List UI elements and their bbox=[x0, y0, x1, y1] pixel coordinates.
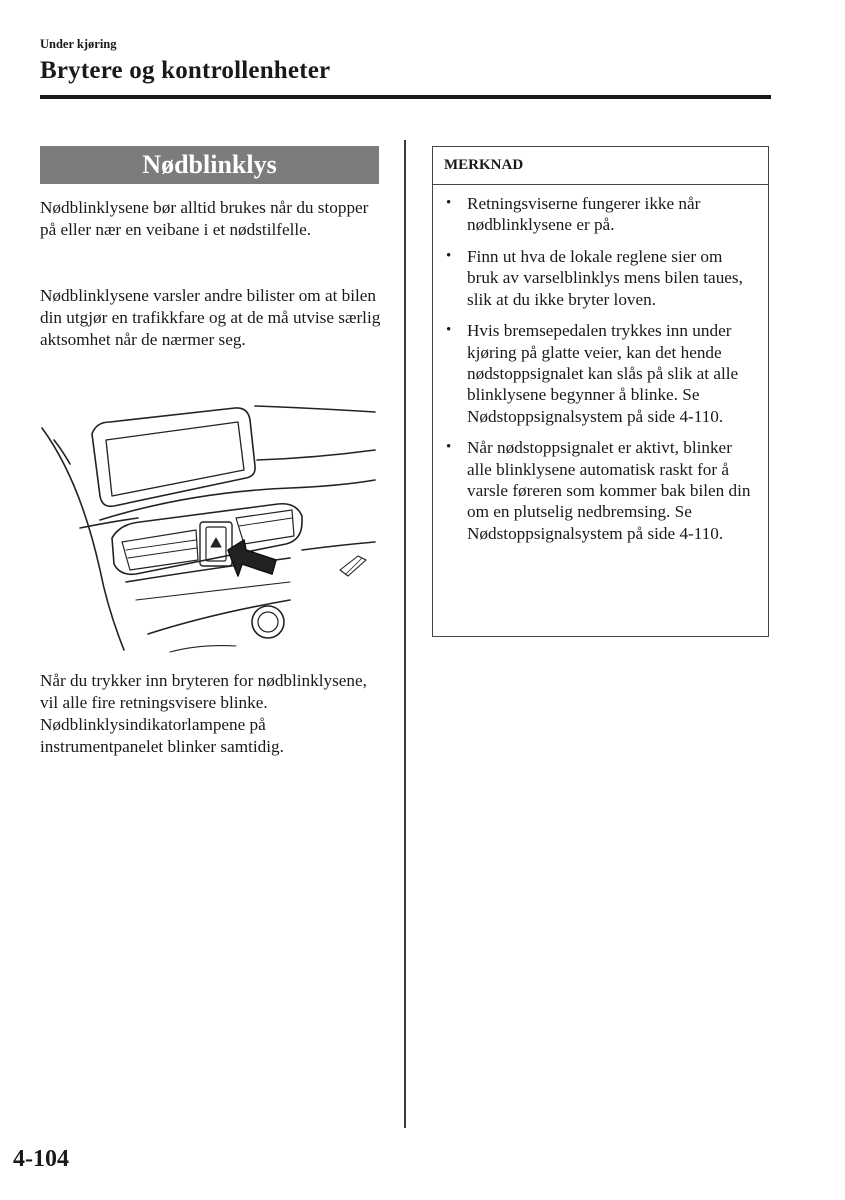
note-box bbox=[432, 146, 769, 637]
page-number: 4-104 bbox=[13, 1146, 69, 1172]
section-label: Under kjøring bbox=[40, 37, 117, 51]
note-item-text: Retningsviserne fungerer ikke når nødblinklysene er på. bbox=[467, 194, 701, 235]
bullet-icon: • bbox=[446, 248, 452, 265]
note-item bbox=[433, 193, 756, 236]
note-item-text: Når nødstoppsignalet er aktivt, blinker alle blinklysene automatisk raskt for å varsle føreren som kommer bak bilen din om en plutselig nedbremsing. Se Nødstoppsignalsystem på side 4-110. bbox=[467, 438, 751, 543]
bullet-icon: • bbox=[446, 195, 452, 211]
note-item-text: Finn ut hva de lokale reglene sier om bruk av varselblinklys mens bilen taues, slik at du ikke bryter loven. bbox=[467, 247, 743, 309]
note-heading: MERKNAD bbox=[433, 147, 768, 185]
bullet-icon: • bbox=[446, 439, 452, 456]
topic-banner bbox=[40, 146, 379, 184]
bullet-icon: • bbox=[446, 322, 452, 339]
note-item bbox=[433, 320, 756, 426]
note-item-text: Hvis bremsepedalen trykkes inn under kjøring på glatte veier, kan det hende nødstoppsignalet kan slås på slik at alle blinklysene begynner å blinke. Se Nødstoppsignalsystem på side 4-110. bbox=[467, 321, 739, 426]
body-paragraph-1: Nødblinklysene bør alltid brukes når du stopper på eller nær en veibane i et nødstilfelle. bbox=[40, 198, 369, 239]
note-item bbox=[433, 437, 756, 543]
body-paragraph-2: Nødblinklysene varsler andre bilister om at bilen din utgjør en trafikkfare og at de må utvise særlig aktsomhet når de nærmer seg. bbox=[40, 286, 381, 349]
body-paragraph-3: Når du trykker inn bryteren for nødblinklysene, vil alle fire retningsvisere blinke. Nødblinklysindikatorlampene på instrumentpanelet blinker samtidig. bbox=[40, 671, 367, 756]
dashboard-illustration bbox=[40, 400, 380, 662]
note-list bbox=[433, 185, 768, 544]
title-rule bbox=[40, 95, 771, 99]
topic-title: Nødblinklys bbox=[142, 150, 277, 179]
chapter-title: Brytere og kontrollenheter bbox=[40, 57, 331, 84]
column-divider bbox=[404, 140, 406, 1128]
note-item bbox=[433, 246, 756, 310]
